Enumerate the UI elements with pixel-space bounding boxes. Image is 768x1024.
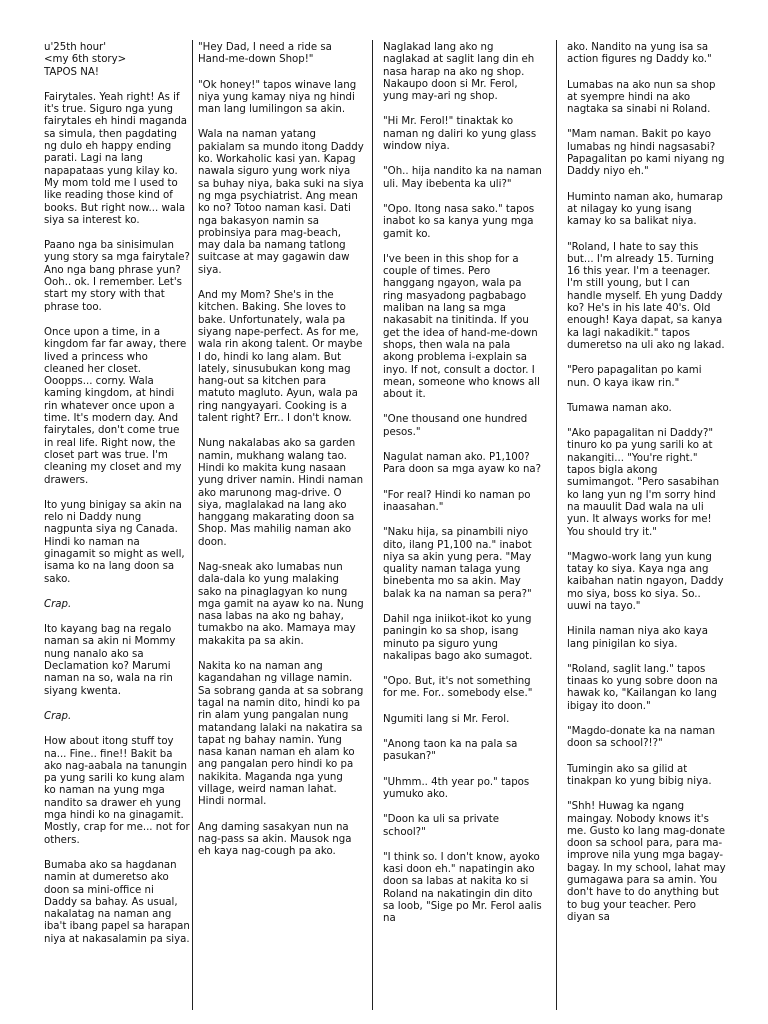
story-paragraph: Paano nga ba sinisimulan yung story sa mga fairytale? Ano nga bang phrase yun? Ooh.. ok. I remember. Let's start my story with that phrase too.	[44, 240, 190, 313]
text-column-1	[44, 42, 190, 1020]
story-paragraph: "I think so. I don't know, ayoko kasi doon eh." napatingin ako doon sa labas at nakita ko si Roland na nakatingin din dito sa loob, "Sige po Mr. Ferol aalis na	[383, 851, 542, 925]
column-divider	[556, 40, 557, 1010]
story-paragraph: "Ako papagalitan ni Daddy?" tinuro ko pa yung sarili ko at nakangiti... "You're right." tapos bigla akong sumimangot. "Pero sasabihan ko lang yun ng I'm sorry hind na mauulit Dad wala na uli yun. It always works for me! You should try it."	[567, 428, 720, 538]
story-paragraph: Crap.	[44, 598, 72, 610]
story-paragraph: Nagulat naman ako. P1,100? Para doon sa mga ayaw ko na?	[383, 452, 542, 476]
story-paragraph: "Doon ka uli sa private school?"	[383, 814, 500, 838]
story-paragraph: Nung nakalabas ako sa garden namin, mukhang walang tao. Hindi ko makita kung nasaan yung driver namin. Hindi naman ako marunong mag-drive. O siya, maglalakad na lang ako hanggang makarating doon sa Shop. Mas mahilig naman ako doon.	[198, 438, 364, 548]
story-paragraph: Bumaba ako sa hagdanan namin at dumeretso ako doon sa mini-office ni Daddy sa bahay. As usual, nakalatag na naman ang iba't ibang papel sa harapan niya at nakasalamin pa siya.	[44, 859, 190, 945]
story-paragraph: "Opo. Itong nasa sako." tapos inabot ko sa kanya yung mga gamit ko.	[383, 203, 535, 240]
story-paragraph: Once upon a time, in a kingdom far far away, there lived a princess who cleaned her closet. Ooopps... corny. Wala kaming kingdom, at hindi rin whatever once upon a time. It's modern day. And fairytales, don't come true in real life. Right now, the closet part was true. I'm cleaning my closet and my drawers.	[44, 326, 187, 486]
story-paragraph: "Uhmm.. 4th year po." tapos yumuko ako.	[383, 776, 530, 800]
story-paragraph: "Mam naman. Bakit po kayo lumabas ng hindi nagsasabi? Papagalitan po kami niyang ng Daddy niyo eh."	[567, 129, 725, 178]
story-paragraph: Wala na naman yatang pakialam sa mundo itong Daddy ko. Workaholic kasi yan. Kapag nawala siguro yung work niya sa buhay niya, baka suki na siya ng mga psychiatrist. Ang mean ko no? Totoo naman kasi. Dati nga bakasyon namin sa probinsiya para mag-beach, may dala ba namang tatlong suitcase at may gagawin daw siya.	[198, 129, 364, 276]
story-paragraph: Lumabas na ako nun sa shop at syempre hindi na ako nagtaka sa sinabi ni Roland.	[567, 79, 716, 116]
story-paragraph: "Magdo-donate ka na naman doon sa school?!?"	[567, 726, 716, 750]
story-paragraph: How about itong stuff toy na... Fine.. fine!! Bakit ba ako nag-aabala na tanungin pa yung sarili ko kung alam ko naman na yung mga nandito sa drawer eh yung mga hindi ko na ginagamit. Mostly, crap for me... not for others.	[44, 736, 190, 846]
story-paragraph: Fairytales. Yeah right! As if it's true. Siguro nga yung fairytales eh hindi maganda sa simula, then pagdating ng dulo eh happy ending parati. Lagi na lang napapataas yung kilay ko. My mom told me I used to like reading those kind of books. But right now... wala siya sa interest ko.	[44, 91, 188, 226]
story-paragraph: ako. Nandito na yung isa sa action figures ng Daddy ko."	[567, 42, 712, 66]
story-paragraph: Naglakad lang ako ng naglakad at saglit lang din eh nasa harap na ako ng shop. Nakaupo doon si Mr. Ferol, yung may-ari ng shop.	[383, 42, 535, 103]
story-paragraph: "Roland, I hate to say this but... I'm already 15. Turning 16 this year. I'm a teenager. I'm still young, but I can handle myself. Eh yung Daddy ko? He's in his late 40's. Old enough! Kaya dapat, sa kanya ka lagi nakadikit." tapos dumeretso na uli ako ng lakad.	[567, 241, 725, 351]
story-paragraph: "Roland, saglit lang." tapos tinaas ko yung sobre doon na hawak ko, "Kailangan ko lang ibigay ito doon."	[567, 663, 718, 712]
story-paragraph: Nag-sneak ako lumabas nun dala-dala ko yung malaking sako na pinaglagyan ko nung mga gamit na ayaw ko na. Nung nasa labas na ako ng bahay, tumakbo na ako. Mamaya may makakita pa sa akin.	[198, 561, 364, 647]
story-paragraph: "Naku hija, sa pinambili niyo dito, ilang P1,100 na." inabot niya sa akin yung pera. "May quality naman talaga yung binebenta mo sa akin. May balak ka na naman sa pera?"	[383, 527, 532, 600]
story-paragraph: "Anong taon ka na pala sa pasukan?"	[383, 739, 518, 763]
story-paragraph: Ito kayang bag na regalo naman sa akin ni Mommy nung nanalo ako sa Declamation ko? Marumi naman na so, wala na rin siyang kwenta.	[44, 624, 176, 697]
story-paragraph: "For real? Hindi ko naman po inaasahan."	[383, 489, 531, 513]
story-paragraph: "Hey Dad, I need a ride sa Hand-me-down Shop!"	[198, 42, 332, 66]
story-paragraph: "Ok honey!" tapos winave lang niya yung kamay niya ng hindi man lang lumilingon sa akin.	[198, 79, 357, 116]
text-column-4	[567, 42, 727, 1020]
column-divider	[372, 40, 373, 1010]
text-column-2	[198, 42, 364, 1020]
story-paragraph: Tumingin ako sa gilid at tinakpan ko yung bibig niya.	[567, 763, 712, 787]
story-paragraph: "Hi Mr. Ferol!" tinaktak ko naman ng daliri ko yung glass window niya.	[383, 116, 537, 153]
story-paragraph: Tumawa naman ako.	[567, 402, 672, 414]
column-divider	[192, 40, 193, 1010]
story-paragraph: Huminto naman ako, humarap at nilagay ko yung isang kamay ko sa balikat niya.	[567, 191, 723, 228]
story-paragraph: And my Mom? She's in the kitchen. Baking. She loves to bake. Unfortunately, wala pa siyang nape-perfect. As for me, wala rin akong talent. Or maybe I do, hindi ko lang alam. But lately, sinusubukan kong mag hang-out sa kitchen para matuto magluto. Ayun, wala pa ring nangyayari. Cooking is a talent right? Err.. I don't know.	[198, 290, 363, 425]
story-paragraph: "Oh.. hija nandito ka na naman uli. May ibebenta ka uli?"	[383, 166, 542, 190]
story-paragraph: "Shh! Huwag ka ngang maingay. Nobody knows it's me. Gusto ko lang mag-donate doon sa school para, para ma-improve nila yung mga bagay-bagay. In my school, lahat may gumagawa para sa amin. You don't have to do anything but to bug your teacher. Pero diyan sa	[567, 801, 726, 923]
story-paragraph: Ang daming sasakyan nun na nag-pass sa akin. Mausok nga eh kaya nag-cough pa ako.	[198, 821, 352, 858]
story-paragraph: "One thousand one hundred pesos."	[383, 414, 528, 438]
story-paragraph: Hinila naman niya ako kaya lang pinigilan ko siya.	[567, 626, 708, 650]
story-paragraph: Crap.	[44, 710, 72, 722]
story-paragraph: Dahil nga iniikot-ikot ko yung paningin ko sa shop, isang minuto pa siguro yung nakalipas bago ako sumagot.	[383, 613, 533, 662]
story-paragraph: u'25th hour' <my 6th story> TAPOS NA!	[44, 42, 127, 78]
text-column-3	[383, 42, 543, 1020]
story-paragraph: I've been in this shop for a couple of times. Pero hanggang ngayon, wala pa ring masyadong pagbabago maliban na lang sa mga nakasabit na tinitinda. If you get the idea of hand-me-down shops, then wala na pala akong problema i-explain sa inyo. If not, consult a doctor. I mean, someone who knows all about it.	[383, 253, 540, 401]
story-paragraph: "Magwo-work lang yun kung tatay ko siya. Kaya nga ang kaibahan natin ngayon, Daddy mo siya, boss ko siya. So.. uuwi na tayo."	[567, 551, 724, 612]
story-paragraph: Ito yung binigay sa akin na relo ni Daddy nung nagpunta siya ng Canada. Hindi ko naman na ginagamit so might as well, isama ko na lang doon sa sako.	[44, 499, 185, 585]
story-paragraph: "Opo. But, it's not something for me. For.. somebody else."	[383, 676, 533, 700]
story-paragraph: Ngumiti lang si Mr. Ferol.	[383, 713, 510, 725]
story-paragraph: Nakita ko na naman ang kagandahan ng village namin. Sa sobrang ganda at sa sobrang tagal na namin dito, hindi ko pa rin alam yung pangalan nung matandang lalaki na nakatira sa tapat ng bahay namin. Yung nasa kanan naman eh alam ko ang pangalan pero hindi ko pa nakikita. Maganda nga yung village, weird naman lahat. Hindi normal.	[198, 661, 364, 808]
story-paragraph: "Pero papagalitan po kami nun. O kaya ikaw rin."	[567, 365, 702, 389]
